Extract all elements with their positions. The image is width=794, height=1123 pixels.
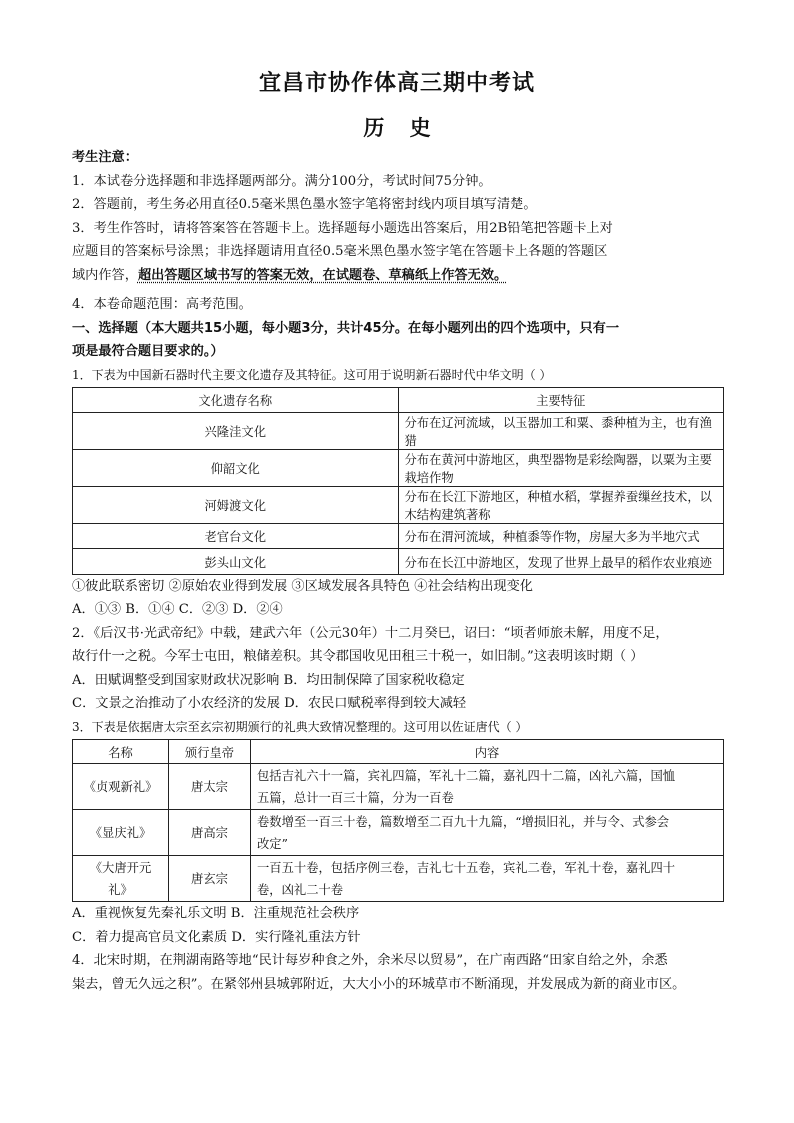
notice-heading: 考生注意： [72, 150, 138, 165]
table-cell: 《贞观新礼》 [73, 764, 169, 810]
q2-stem-cont: 故行什一之税。今军士屯田，粮储差积。其令郡国收见田租三十税一，如旧制。”这表明该时期（ ） [72, 649, 644, 665]
table-row [73, 549, 724, 574]
cell-line: 卷，凶礼二十卷 [257, 882, 344, 897]
q1-statements: ①彼此联系密切 ②原始农业得到发展 ③区域发展各具特色 ④社会结构出现变化 [72, 578, 533, 594]
table-header-row [73, 740, 724, 764]
notice-prefix: 域内作答， [72, 267, 138, 283]
notice-item-2: 2．答题前，考生务必用直径0.5毫米黑色墨水签字笔将密封线内项目填写清楚。 [72, 197, 537, 212]
table-header-row [73, 388, 724, 413]
table-row [73, 450, 724, 487]
q2-stem: 2．《后汉书·光武帝纪》中载，建武六年（公元30年）十二月癸巳，诏曰：“顷者师旅未解，用度不足， [72, 625, 669, 641]
q3-stem: 3．下表是依据唐太宗至玄宗初期颁行的礼典大致情况整理的。这可用以佐证唐代（ ） [72, 719, 528, 734]
table-cell: 河姆渡文化 [73, 487, 399, 524]
table-row [73, 487, 724, 524]
table-cell: 分布在渭河流域，种植黍等作物，房屋大多为半地穴式 [398, 524, 724, 549]
table-header: 名称 [73, 740, 169, 764]
table-header: 颁行皇帝 [169, 740, 251, 764]
table-header: 主要特征 [398, 388, 724, 413]
notice-item-4: 4．本卷命题范围：高考范围。 [72, 297, 252, 312]
table-cell [251, 764, 724, 810]
table-cell: 《显庆礼》 [73, 810, 169, 856]
table-row [73, 413, 724, 450]
table-header: 文化遗存名称 [73, 388, 399, 413]
table-cell [251, 856, 724, 902]
table-header: 内容 [251, 740, 724, 764]
cell-line: 改定” [257, 836, 288, 851]
cell-line: 一百五十卷，包括序例三卷，吉礼七十五卷，宾礼二卷，军礼十卷，嘉礼四十 [257, 860, 676, 875]
cell-line: 卷数增至一百三十卷，篇数增至二百九十九篇，“增损旧礼，并与令、式参会 [257, 814, 670, 829]
table-cell: 分布在辽河流域，以玉器加工和粟、黍种植为主，也有渔猎 [398, 413, 724, 450]
cell-line: 五篇，总计一百三十篇，分为一百卷 [257, 790, 454, 805]
q2-options-ab: A．田赋调整受到国家财政状况影响 B．均田制保障了国家税收稳定 [72, 672, 465, 688]
table-cell: 兴隆洼文化 [73, 413, 399, 450]
q3-table [72, 739, 724, 902]
notice-item-3: 3．考生作答时，请将答案答在答题卡上。选择题每小题选出答案后，用2B铅笔把答题卡上对 [72, 220, 613, 236]
table-cell [73, 856, 169, 902]
q4-stem-cont: 粜去，曾无久远之积”。在紧邻州县城郭附近，大大小小的环城草市不断涌现，并发展成为新的商业市区。 [72, 976, 686, 992]
table-cell: 唐太宗 [169, 764, 251, 810]
section-heading: 一、选择题（本大题共15小题，每小题3分，共计45分。在每小题列出的四个选项中，只有一 [72, 320, 620, 336]
table-cell: 仰韶文化 [73, 450, 399, 487]
table-row [73, 764, 724, 810]
table-row [73, 810, 724, 856]
q3-options-cd: C．着力提高官员文化素质 D．实行隆礼重法方针 [72, 929, 361, 945]
table-cell: 唐玄宗 [169, 856, 251, 902]
q1-stem: 1．下表为中国新石器时代主要文化遗存及其特征。这可用于说明新石器时代中华文明（ ） [72, 367, 552, 382]
exam-content [72, 146, 724, 996]
table-cell: 彭头山文化 [73, 549, 399, 574]
section-heading-cont: 项是最符合题目要求的。） [72, 344, 224, 359]
table-cell: 分布在黄河中游地区，典型器物是彩绘陶器，以粟为主要栽培作物 [398, 450, 724, 487]
table-row [73, 856, 724, 902]
exam-title: 宜昌市协作体高三期中考试 [258, 71, 535, 96]
q3-options-ab: A．重视恢复先秦礼乐文明 B．注重规范社会秩序 [72, 906, 360, 922]
table-cell [251, 810, 724, 856]
cell-line: 礼》 [108, 882, 133, 897]
q2-options-cd: C．文景之治推动了小农经济的发展 D．农民口赋税率得到较大减轻 [72, 696, 467, 712]
table-row [73, 524, 724, 549]
table-cell: 唐高宗 [169, 810, 251, 856]
table-cell: 分布在长江中游地区，发现了世界上最早的稻作农业痕迹 [398, 549, 724, 574]
cell-line: 包括吉礼六十一篇，宾礼四篇，军礼十二篇，嘉礼四十二篇，凶礼六篇，国恤 [257, 768, 676, 783]
exam-subject: 历 史 [363, 116, 431, 140]
q4-stem: 4．北宋时期，在荆湖南路等地“民计每岁种食之外，余米尽以贸易”，在广南西路“田家自给之外，余悉 [72, 953, 668, 969]
table-cell: 分布在长江下游地区，种植水稻，掌握养蚕缫丝技术，以木结构建筑著称 [398, 487, 724, 524]
q1-options: A．①③ B．①④ C．②③ D．②④ [72, 602, 283, 618]
notice-item-3-end [72, 264, 724, 288]
notice-item-1: 1．本试卷分选择题和非选择题两部分。满分100分，考试时间75分钟。 [72, 173, 492, 189]
cell-line: 《大唐开元 [89, 860, 152, 875]
table-cell: 老官台文化 [73, 524, 399, 549]
notice-emphasis: 超出答题区域书写的答案无效，在试题卷、草稿纸上作答无效。 [137, 267, 508, 283]
q1-table [72, 387, 724, 575]
notice-item-3-cont: 应题目的答案标号涂黑；非选择题请用直径0.5毫米黑色墨水签字笔在答题卡上各题的答题区 [72, 244, 608, 259]
